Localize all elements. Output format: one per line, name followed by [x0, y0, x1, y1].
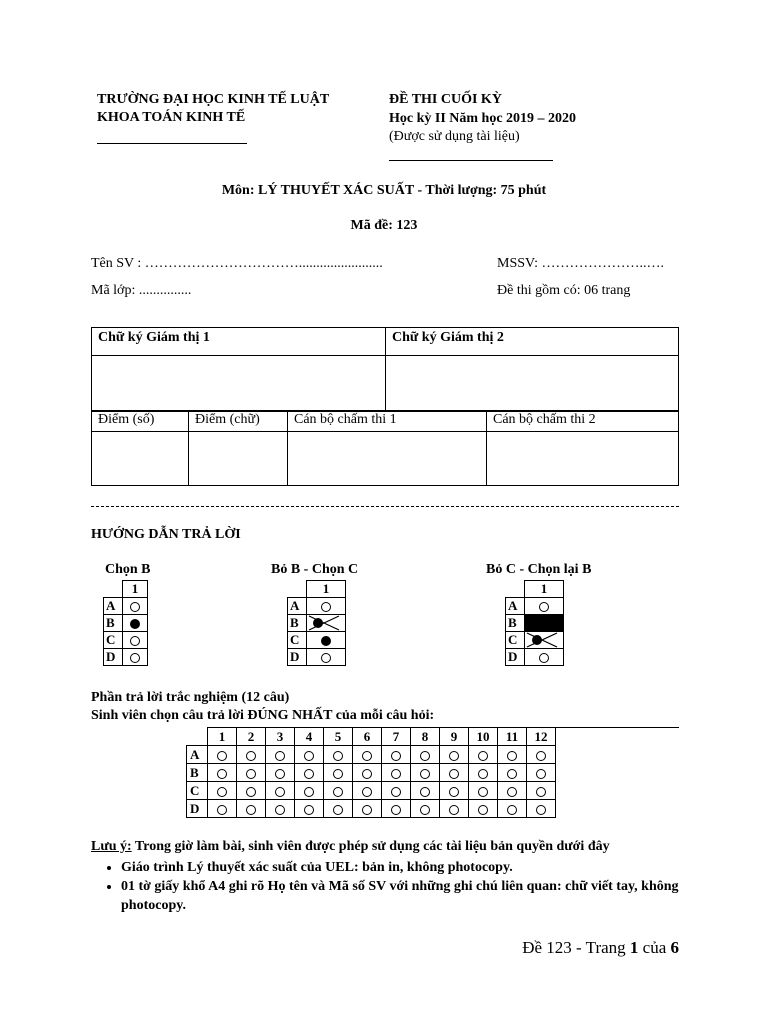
question-number-header: 11	[498, 728, 527, 746]
answer-bubble[interactable]	[362, 751, 372, 761]
grader1-box	[288, 432, 487, 486]
score-text-box	[189, 432, 288, 486]
answer-bubble[interactable]	[536, 787, 546, 797]
option-label: B	[187, 764, 208, 782]
answer-bubble[interactable]	[246, 787, 256, 797]
answer-bubble[interactable]	[478, 787, 488, 797]
option-label: D	[288, 649, 307, 666]
answer-bubble[interactable]	[478, 769, 488, 779]
question-number-header: 9	[440, 728, 469, 746]
answer-bubble[interactable]	[507, 751, 517, 761]
example3-title: Bỏ C - Chọn lại B	[486, 562, 592, 577]
student-name-field: Tên SV : ……………………………........................	[91, 256, 383, 271]
proctor1-label: Chữ ký Giám thị 1	[92, 328, 386, 356]
score-text-label: Điểm (chữ)	[189, 412, 288, 432]
grader1-label: Cán bộ chấm thi 1	[288, 412, 487, 432]
answer-bubble[interactable]	[275, 787, 285, 797]
page-footer	[522, 938, 679, 958]
score-table	[91, 411, 679, 486]
proctor1-signature-box	[92, 356, 386, 411]
answer-bubble[interactable]	[449, 787, 459, 797]
option-label: D	[506, 649, 525, 666]
answer-bubble[interactable]	[391, 787, 401, 797]
answer-bubble[interactable]	[449, 769, 459, 779]
cut-line	[91, 506, 679, 507]
example2-grid	[287, 580, 346, 666]
question-number-header: 1	[208, 728, 237, 746]
grader2-box	[487, 432, 679, 486]
answer-bubble[interactable]	[478, 805, 488, 815]
answer-bubble	[130, 636, 140, 646]
faculty-name: KHOA TOÁN KINH TẾ	[97, 110, 246, 125]
answer-bubble[interactable]	[362, 805, 372, 815]
answer-bubble[interactable]	[420, 787, 430, 797]
answer-bubble[interactable]	[478, 751, 488, 761]
option-label: D	[187, 800, 208, 818]
answer-bubble[interactable]	[217, 751, 227, 761]
answer-bubble[interactable]	[333, 787, 343, 797]
question-number-header: 6	[353, 728, 382, 746]
answer-bubble[interactable]	[304, 787, 314, 797]
question-number-header: 12	[527, 728, 556, 746]
answer-bubble[interactable]	[333, 805, 343, 815]
answer-bubble[interactable]	[246, 805, 256, 815]
filled-bubble	[130, 619, 140, 629]
answer-rule	[469, 727, 679, 728]
note-text: Trong giờ làm bài, sinh viên được phép sử dụng các tài liệu bản quyền dưới đây	[131, 839, 610, 854]
answer-bubble[interactable]	[420, 769, 430, 779]
option-label: D	[104, 649, 123, 666]
score-number-box	[92, 432, 189, 486]
answer-bubble[interactable]	[275, 751, 285, 761]
answer-bubble[interactable]	[217, 787, 227, 797]
option-label: A	[104, 598, 123, 615]
answer-bubble[interactable]	[391, 751, 401, 761]
option-label: C	[506, 632, 525, 649]
header-left-rule	[97, 143, 247, 144]
answer-section-subtitle: Sinh viên chọn câu trả lời ĐÚNG NHẤT của mỗi câu hỏi:	[91, 708, 435, 723]
answer-bubble	[130, 602, 140, 612]
answer-bubble[interactable]	[449, 805, 459, 815]
note-list	[91, 858, 721, 915]
footer-total-pages: 6	[670, 938, 679, 957]
answer-bubble[interactable]	[217, 769, 227, 779]
proctor2-signature-box	[386, 356, 679, 411]
crossed-bubble-icon	[525, 632, 559, 648]
option-label: A	[288, 598, 307, 615]
answer-bubble[interactable]	[391, 805, 401, 815]
option-label: B	[288, 615, 307, 632]
answer-bubble[interactable]	[246, 769, 256, 779]
option-label: C	[104, 632, 123, 649]
signature-table	[91, 327, 679, 411]
question-number-header: 5	[324, 728, 353, 746]
answer-bubble[interactable]	[362, 787, 372, 797]
option-label: A	[187, 746, 208, 764]
answer-bubble[interactable]	[362, 769, 372, 779]
blacked-out-cell	[525, 615, 564, 632]
header-right-rule	[389, 160, 553, 161]
answer-row	[187, 782, 556, 800]
footer-middle: của	[638, 938, 671, 957]
answer-bubble[interactable]	[217, 805, 227, 815]
example2-question-number: 1	[307, 581, 346, 598]
note-label: Lưu ý:	[91, 839, 132, 854]
class-code-field: Mã lớp: ...............	[91, 283, 192, 298]
example3-grid	[505, 580, 564, 666]
answer-bubble[interactable]	[304, 751, 314, 761]
materials-note: (Được sử dụng tài liệu)	[389, 129, 520, 144]
answer-bubble[interactable]	[507, 805, 517, 815]
instructions-heading: HƯỚNG DẪN TRẢ LỜI	[91, 527, 241, 542]
answer-bubble[interactable]	[536, 769, 546, 779]
answer-bubble	[539, 602, 549, 612]
question-number-header: 4	[295, 728, 324, 746]
answer-bubble[interactable]	[333, 769, 343, 779]
crossed-bubble-icon	[307, 615, 341, 631]
answer-grid	[186, 727, 556, 818]
answer-bubble[interactable]	[420, 805, 430, 815]
answer-bubble[interactable]	[275, 769, 285, 779]
answer-bubble	[130, 653, 140, 663]
question-number-header: 3	[266, 728, 295, 746]
question-number-header: 7	[382, 728, 411, 746]
filled-bubble	[321, 636, 331, 646]
grader2-label: Cán bộ chấm thi 2	[487, 412, 679, 432]
example1-grid	[103, 580, 148, 666]
student-id-field: MSSV: …………………..….	[497, 256, 664, 271]
list-item: • 01 tờ giấy khổ A4 ghi rõ Họ tên và Mã số SV với những ghi chú liên quan: chữ viết tay, không photocopy.	[121, 877, 721, 915]
answer-bubble[interactable]	[420, 751, 430, 761]
example1-title: Chọn B	[105, 562, 151, 577]
option-label: C	[288, 632, 307, 649]
answer-bubble[interactable]	[275, 805, 285, 815]
answer-section-title: Phần trả lời trắc nghiệm (12 câu)	[91, 690, 290, 705]
answer-bubble	[321, 653, 331, 663]
example2-title: Bỏ B - Chọn C	[271, 562, 359, 577]
answer-bubble[interactable]	[507, 769, 517, 779]
answer-row	[187, 800, 556, 818]
question-number-header: 2	[237, 728, 266, 746]
option-label: B	[506, 615, 525, 632]
subject-line: Môn: LÝ THUYẾT XÁC SUẤT - Thời lượng: 75 phút	[221, 183, 547, 198]
answer-bubble[interactable]	[333, 751, 343, 761]
proctor2-label: Chữ ký Giám thị 2	[386, 328, 679, 356]
option-label: B	[104, 615, 123, 632]
exam-title: ĐỀ THI CUỐI KỲ	[389, 92, 502, 107]
question-number-header: 10	[469, 728, 498, 746]
semester: Học kỳ II Năm học 2019 – 2020	[389, 111, 577, 126]
question-number-header: 8	[411, 728, 440, 746]
example1-question-number: 1	[123, 581, 148, 598]
answer-bubble[interactable]	[449, 751, 459, 761]
answer-row	[187, 746, 556, 764]
answer-bubble	[539, 653, 549, 663]
answer-bubble[interactable]	[304, 805, 314, 815]
score-number-label: Điểm (số)	[92, 412, 189, 432]
answer-bubble[interactable]	[507, 787, 517, 797]
footer-page-number: 1	[629, 938, 639, 957]
answer-bubble[interactable]	[536, 805, 546, 815]
option-label: C	[187, 782, 208, 800]
footer-prefix: Đề 123 - Trang	[522, 938, 630, 957]
answer-bubble[interactable]	[536, 751, 546, 761]
note-line	[91, 839, 610, 855]
example3-question-number: 1	[525, 581, 564, 598]
answer-row	[187, 764, 556, 782]
answer-bubble[interactable]	[246, 751, 256, 761]
option-label: A	[506, 598, 525, 615]
university-name: TRƯỜNG ĐẠI HỌC KINH TẾ LUẬT	[97, 92, 330, 107]
exam-code: Mã đề: 123	[350, 218, 418, 233]
answer-bubble[interactable]	[391, 769, 401, 779]
answer-bubble	[321, 602, 331, 612]
list-item: • Giáo trình Lý thuyết xác suất của UEL: bản in, không photocopy.	[121, 858, 721, 877]
answer-bubble[interactable]	[304, 769, 314, 779]
page-count: Đề thi gồm có: 06 trang	[497, 283, 631, 298]
